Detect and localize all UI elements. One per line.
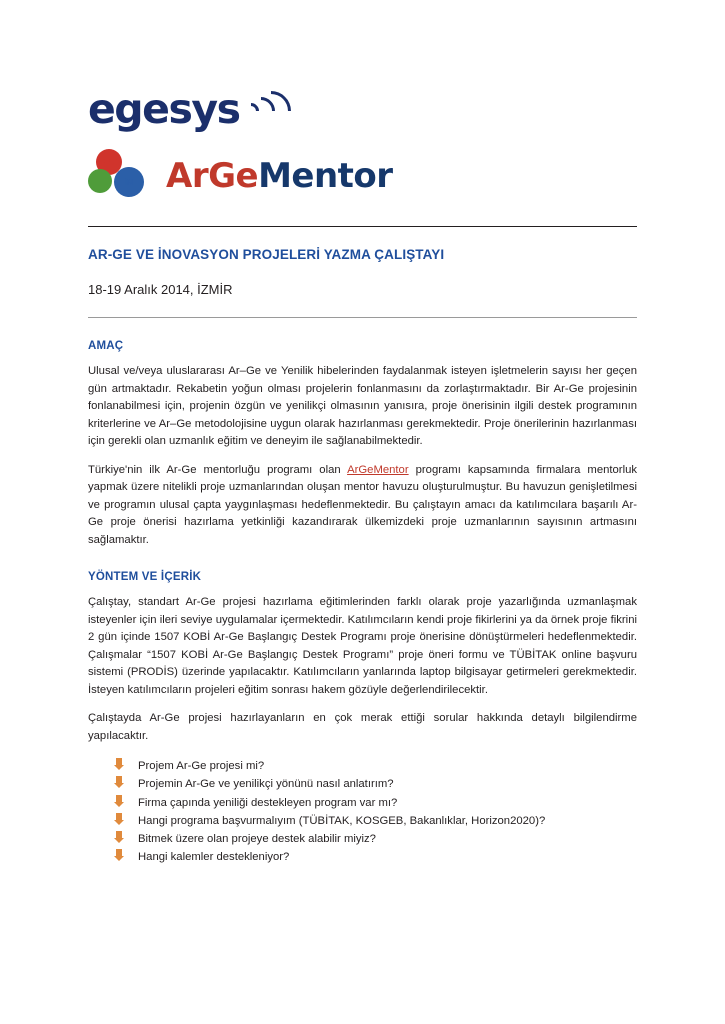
paragraph-amac-2-after: programı kapsamında firmalara mentorluk yapmak üzere nitelikli proje uzmanlarından oluşan mentor havuzu oluşturulmuştur. Bu havuzun genişletilmesi ve programın ulusal çapta yaygınlaşması hedeflenmektedir. Bu çalıştayın amacı da katılımcılara başarılı Ar-Ge proje önerisi hazırlama yetkinliği kazandırarak ülkemizdeki proje uzmanlarının sayısının artmasını sağlamaktır. [88,463,638,546]
event-date: 18-19 Aralık 2014, İZMİR [88,282,233,297]
list-item-label: Projem Ar-Ge projesi mi? [138,760,265,772]
arrow-bullet-icon [114,795,125,808]
gear-blue-icon [114,167,144,197]
question-list [88,757,637,867]
paragraph-yontem-2: Çalıştayda Ar-Ge projesi hazırlayanların en çok merak ettiği sorular hakkında detaylı bilgilendirme yapılacaktır. [88,712,637,742]
argementor-word-part1: ArGe [166,156,259,196]
paragraph-amac-2 [88,462,637,550]
list-item-label: Firma çapında yeniliği destekleyen program var mı? [138,796,398,809]
argementor-link[interactable]: ArGeMentor [347,463,409,476]
list-item-label: Projemin Ar-Ge ve yenilikçi yönünü nasıl anlatırım? [138,778,394,791]
list-item-label: Hangi kalemler destekleniyor? [138,851,290,864]
section-heading-yontem: YÖNTEM VE İÇERİK [88,571,202,583]
gear-blue-label: İN [125,177,133,187]
arrow-bullet-icon [114,849,125,862]
list-item [114,794,637,812]
list-item [114,812,637,830]
logo-block [88,0,637,204]
signal-waves-icon [243,88,277,130]
page-title: AR-GE VE İNOVASYON PROJELERİ YAZMA ÇALIŞTAYI [88,247,445,262]
list-item-label: Hangi programa başvurmalıyım (TÜBİTAK, KOSGEB, Bakanlıklar, Horizon2020)? [138,814,546,827]
arrow-bullet-icon [114,813,125,826]
egesys-logo [88,86,637,132]
gear-green-icon [88,169,112,193]
argementor-word-part2: Mentor [258,156,393,196]
argementor-logo [88,148,637,204]
paragraph-amac-1: Ulusal ve/veya uluslararası Ar–Ge ve Yenilik hibelerinden faydalanmak isteyen işletmelerin sayısı her geçen gün artmaktadır. Rekabetin yoğun olması projelerin fonlanmasını da zorlaştırmaktadır. Bir Ar-Ge projesinin fonlanabilmesi için, projenin özgün ve yenilikçi olmasının yanısıra, proje önerisinin ilgili destek programının kriterlerine ve Ar–Ge metodolojisine uygun olarak hazırlanması gerekmektedir. Proje önerilerinin hazırlanması için gerekli olan uzmanlık eğitim ve deneyim ile sağlanabilmektedir. [88,365,637,447]
arrow-bullet-icon [114,776,125,789]
divider-top [88,226,637,227]
gears-icon [88,147,164,205]
section-heading-amac: AMAÇ [88,340,124,352]
egesys-wordmark: egesys [88,84,240,133]
divider-under-date [88,317,637,318]
list-item-label: Bitmek üzere olan projeye destek alabilir miyiz? [138,833,376,846]
list-item [114,848,637,866]
list-item [114,775,637,793]
list-item [114,757,637,775]
arrow-bullet-icon [114,831,125,844]
argementor-wordmark [166,156,393,196]
paragraph-yontem-1: Çalıştay, standart Ar-Ge projesi hazırlama eğitimlerinden farklı olarak proje yazarlığında uzmanlaşmak isteyenler için ileri seviye uygulamalar içermektedir. Katılımcıların kendi proje fikirlerini ya da örnek proje fikrini 2 gün içinde 1507 KOBİ Ar-Ge Başlangıç Destek Programı proje önerisine dönüştürmeleri hedeflenmektedir. Çalışmalar “1507 KOBİ Ar-Ge Başlangıç Destek Programı” proje öneri formu ve TÜBİTAK online başvuru sistemi (PRODİS) üzerinde yapılacaktır. Katılımcıların yanlarında laptop bilgisayar getirmeleri gerekmektedir. İsteyen katılımcıların projeleri eğitim sonrası hakem gözüyle değerlendirilecektir. [88,596,637,696]
arrow-bullet-icon [114,758,125,771]
paragraph-amac-2-before: Türkiye'nin ilk Ar-Ge mentorluğu programı olan [88,463,348,476]
list-item [114,830,637,848]
gear-red-label: PRO [100,157,118,167]
